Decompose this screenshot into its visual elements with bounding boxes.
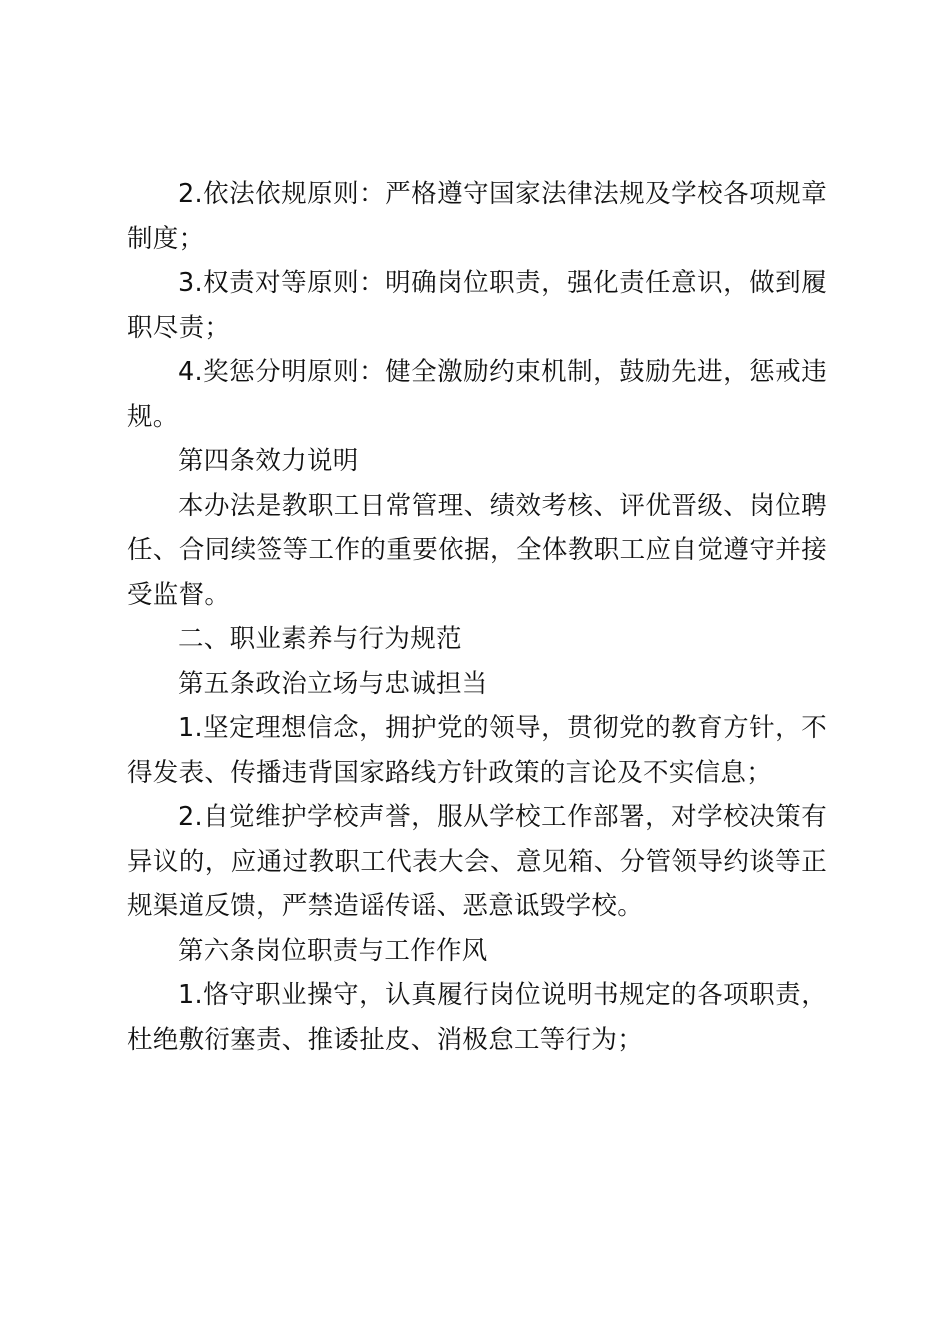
- article-four-heading: 第四条效力说明: [178, 446, 359, 476]
- article-four-text: 本办法是教职工日常管理、绩效考核、评优晋级、岗位聘任、合同续签等工作的重要依据，全体教职工应自觉遵守并接受监督。: [127, 490, 827, 610]
- section-two-heading: 二、职业素养与行为规范: [178, 624, 462, 654]
- article-five-heading: 第五条政治立场与忠诚担当: [178, 668, 488, 699]
- document-body: [127, 172, 827, 1062]
- article-five-item-2: 2.自觉维护学校声誉，服从学校工作部署，对学校决策有异议的，应通过教职工代表大会、意见箱、分管领导约谈等正规渠道反馈，严禁造谣传谣、恶意诋毁学校。: [127, 802, 827, 921]
- article-six-item-1: 1.恪守职业操守，认真履行岗位说明书规定的各项职责，杜绝敷衍塞责、推诿扯皮、消极怠工等行为；: [127, 980, 827, 1055]
- principle-rights-responsibilities: 3.权责对等原则：明确岗位职责，强化责任意识，做到履职尽责；: [127, 268, 827, 343]
- article-six-heading: 第六条岗位职责与工作作风: [178, 935, 488, 966]
- principle-rewards-penalties: 4.奖惩分明原则：健全激励约束机制，鼓励先进，惩戒违规。: [127, 357, 827, 432]
- article-five-item-1: 1.坚定理想信念，拥护党的领导，贯彻党的教育方针，不得发表、传播违背国家路线方针政策的言论及不实信息；: [127, 713, 827, 788]
- principle-legal-compliance: 2.依法依规原则：严格遵守国家法律法规及学校各项规章制度；: [127, 179, 827, 254]
